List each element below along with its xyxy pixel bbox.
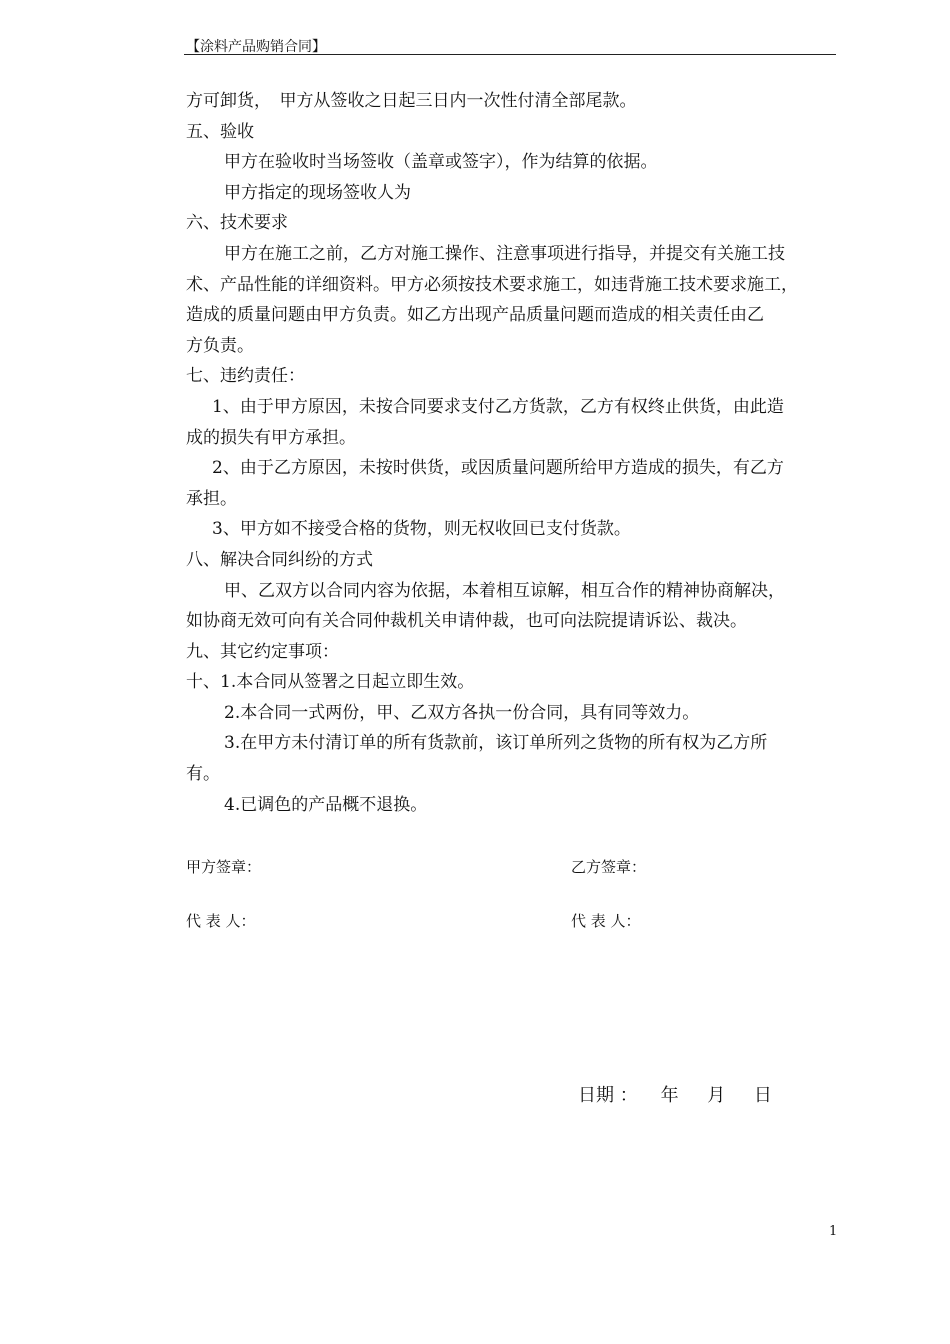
party-b-seal-label: 乙方签章：	[571, 858, 647, 876]
text-line: 五、验收	[186, 121, 254, 142]
text-line: 术、产品性能的详细资料。甲方必须按技术要求施工，如违背施工技术要求施工，	[186, 274, 798, 295]
text-line: 九、其它约定事项：	[186, 641, 339, 662]
text-line: 方可卸货， 甲方从签收之日起三日内一次性付清全部尾款。	[186, 91, 637, 111]
document-header-title: 【涂料产品购销合同】	[186, 39, 326, 55]
text-line: 造成的质量问题由甲方负责。如乙方出现产品质量问题而造成的相关责任由乙	[186, 305, 764, 326]
text-line: 七、违约责任：	[186, 366, 305, 387]
date-line: 日期 ： 年 月 日	[578, 1085, 772, 1106]
text-line: 甲方在施工之前，乙方对施工操作、注意事项进行指导，并提交有关施工技	[224, 243, 785, 264]
text-line: 承担。	[186, 488, 237, 509]
text-line: 4.已调色的产品概不退换。	[224, 794, 428, 815]
text-line: 有。	[186, 764, 220, 785]
text-line: 成的损失有甲方承担。	[186, 427, 356, 448]
text-line: 如协商无效可向有关合同仲裁机关申请仲裁，也可向法院提请诉讼、裁决。	[186, 611, 747, 632]
text-line: 八、解决合同纠纷的方式	[186, 549, 373, 570]
contract-body	[186, 86, 846, 820]
text-line: 甲方指定的现场签收人为	[224, 182, 411, 203]
party-a-seal-label: 甲方签章：	[186, 858, 262, 876]
party-b-representative-label: 代 表 人：	[571, 912, 641, 930]
text-line: 方负责。	[186, 335, 254, 356]
text-line: 2、由于乙方原因，未按时供货，或因质量问题所给甲方造成的损失，有乙方	[212, 458, 784, 479]
text-line: 3.在甲方未付清订单的所有货款前，该订单所列之货物的所有权为乙方所	[224, 733, 768, 754]
text-line: 2.本合同一式两份，甲、乙双方各执一份合同，具有同等效力。	[224, 702, 700, 723]
text-line: 甲、乙双方以合同内容为依据，本着相互谅解，相互合作的精神协商解决，	[224, 580, 785, 601]
text-line: 六、技术要求	[186, 213, 288, 234]
text-line: 十、1.本合同从签署之日起立即生效。	[186, 672, 475, 693]
party-a-representative-label: 代 表 人：	[186, 912, 256, 930]
header-divider	[184, 54, 836, 55]
text-line: 1、由于甲方原因，未按合同要求支付乙方货款，乙方有权终止供货，由此造	[212, 396, 784, 417]
page-number: 1	[829, 1224, 838, 1239]
text-line: 3、甲方如不接受合格的货物，则无权收回已支付货款。	[212, 519, 631, 540]
text-line: 甲方在验收时当场签收（盖章或签字），作为结算的依据。	[224, 152, 658, 173]
